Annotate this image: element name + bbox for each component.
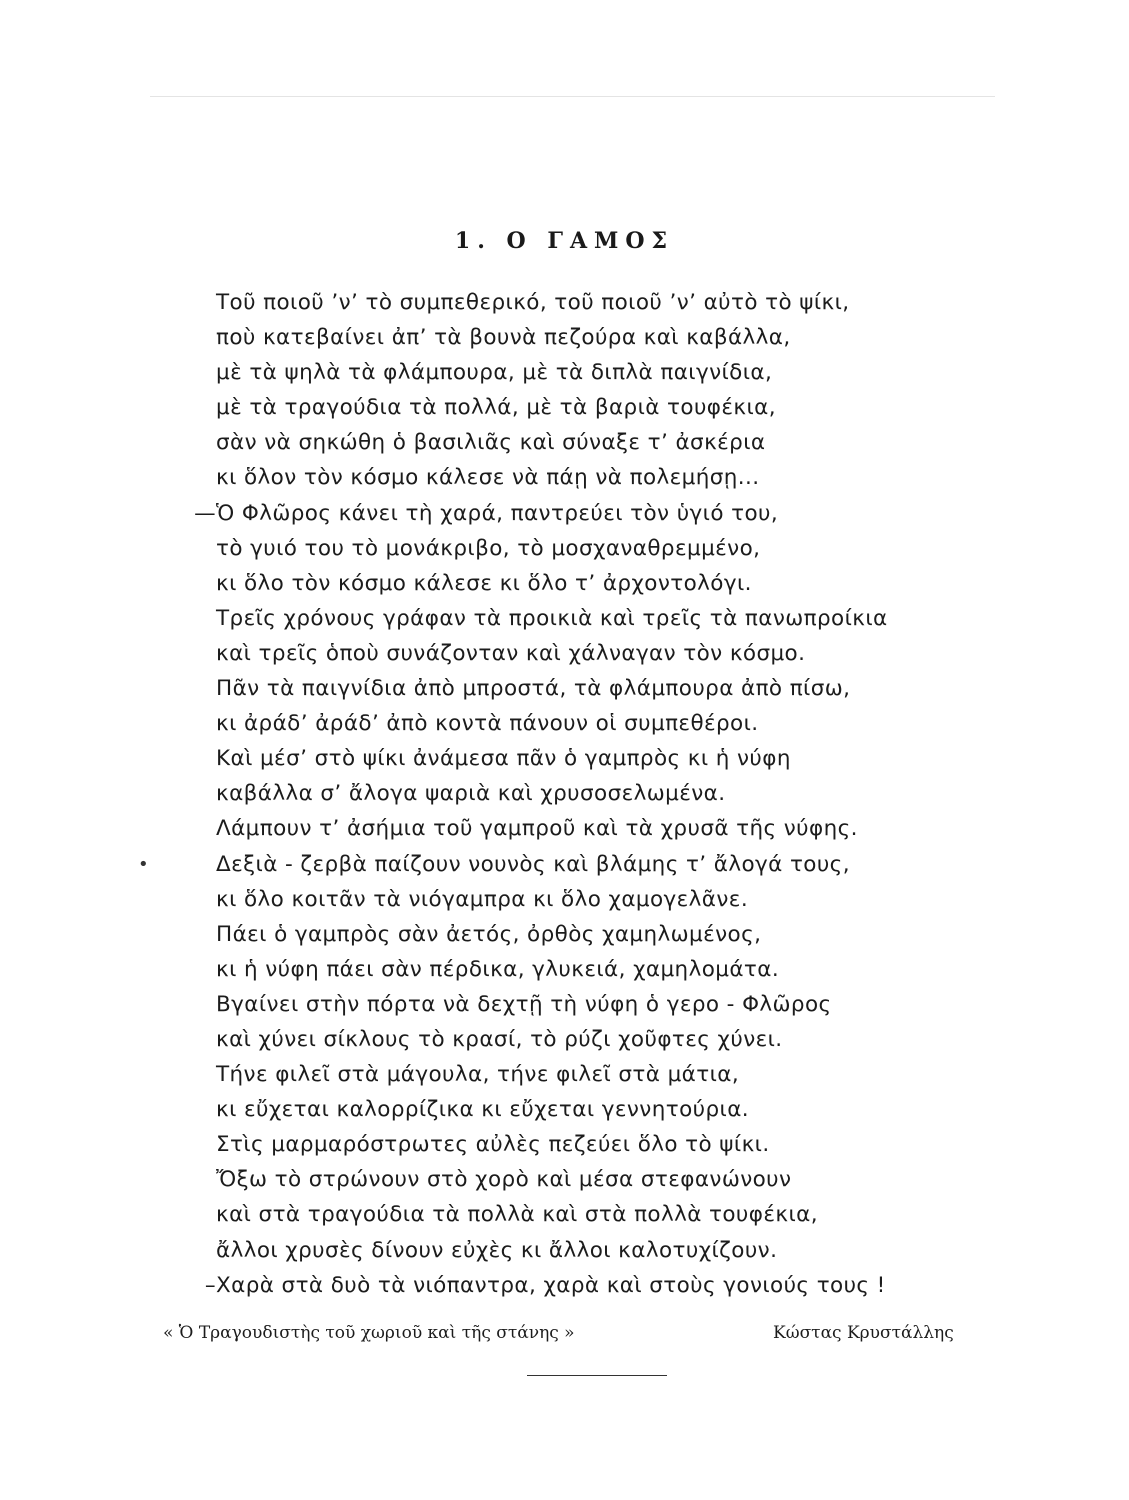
poem-line: Τήνε φιλεῖ στὰ μάγουλα, τήνε φιλεῖ στὰ μάτια, <box>216 1062 740 1088</box>
poem-line: κι ἡ νύφη πάει σὰν πέρδικα, γλυκειά, χαμηλομάτα. <box>216 956 780 982</box>
poem-body <box>0 285 1000 1303</box>
attribution <box>0 1323 1129 1353</box>
poem-line: κι ὅλο τὸν κόσμο κάλεσε κι ὅλο τ’ ἀρχοντολόγι. <box>216 570 752 596</box>
end-rule <box>527 1375 667 1376</box>
poem-line: Πάει ὁ γαμπρὸς σὰν ἀετός, ὀρθὸς χαμηλωμένος, <box>216 921 762 947</box>
poem-line: ἄλλοι χρυσὲς δίνουν εὐχὲς κι ἄλλοι καλοτυχίζουν. <box>216 1237 778 1263</box>
poem-line: σὰν νὰ σηκώθη ὁ βασιλιᾶς καὶ σύναξε τ’ ἀσκέρια <box>216 430 766 456</box>
poem-line: Στὶς μαρμαρόστρωτες αὐλὲς πεζεύει ὅλο τὸ ψίκι. <box>216 1132 770 1158</box>
poem-line: μὲ τὰ τραγούδια τὰ πολλά, μὲ τὰ βαριὰ τουφέκια, <box>216 395 776 421</box>
poem-title: 1. Ο ΓΑΜΟΣ <box>454 228 675 254</box>
poem-line: Καὶ μέσ’ στὸ ψίκι ἀνάμεσα πᾶν ὁ γαμπρὸς κι ἡ νύφη <box>216 746 791 772</box>
poem-line: – Χαρὰ στὰ δυὸ τὰ νιόπαντρα, χαρὰ καὶ στοὺς γονιούς τους ! <box>0 1268 1000 1303</box>
poem-line: — Ὁ Φλῶρος κάνει τὴ χαρά, παντρεύει τὸν ὑγιό του, <box>0 496 1000 531</box>
poem-line: κι ἀράδ’ ἀράδ’ ἀπὸ κοντὰ πάνουν οἱ συμπεθέροι. <box>216 711 759 737</box>
poem-line: καὶ στὰ τραγούδια τὰ πολλὰ καὶ στὰ πολλὰ τουφέκια, <box>216 1202 818 1228</box>
poem-line: Βγαίνει στὴν πόρτα νὰ δεχτῇ τὴ νύφη ὁ γερο - Φλῶρος <box>216 991 832 1017</box>
poem-line: καὶ τρεῖς ὁποὺ συνάζονταν καὶ χάλναγαν τὸν κόσμο. <box>216 640 806 666</box>
header-rule <box>150 96 995 97</box>
poem-line: Πᾶν τὰ παιγνίδια ἀπὸ μπροστά, τὰ φλάμπουρα ἀπὸ πίσω, <box>216 676 851 702</box>
margin-dot: • <box>138 853 150 875</box>
dialogue-dash: — <box>194 500 216 526</box>
poem-line: Τοῦ ποιοῦ ’ν’ τὸ συμπεθερικό, τοῦ ποιοῦ ’ν’ αὐτὸ τὸ ψίκι, <box>216 290 850 315</box>
poem-line: τὸ γυιό του τὸ μονάκριβο, τὸ μοσχαναθρεμμένο, <box>216 535 761 561</box>
source-citation: « Ὁ Τραγουδιστὴς τοῦ χωριοῦ καὶ τῆς στάνης » <box>163 1323 575 1343</box>
poem-line: Τρεῖς χρόνους γράφαν τὰ προικιὰ καὶ τρεῖς τὰ πανωπροίκια <box>216 605 888 631</box>
poem-line: Ὄξω τὸ στρώνουν στὸ χορὸ καὶ μέσα στεφανώνουν <box>216 1167 792 1193</box>
poem-line: Λάμπουν τ’ ἀσήμια τοῦ γαμπροῦ καὶ τὰ χρυσᾶ τῆς νύφης. <box>216 816 858 842</box>
author-name: Κώστας Κρυστάλλης <box>773 1323 954 1343</box>
poem-line: κι εὔχεται καλορρίζικα κι εὔχεται γεννητούρια. <box>216 1097 750 1123</box>
poem-line: κι ὅλον τὸν κόσμο κάλεσε νὰ πάῃ νὰ πολεμήσῃ... <box>216 465 760 491</box>
poem-line: κι ὅλο κοιτᾶν τὰ νιόγαμπρα κι ὅλο χαμογελᾶνε. <box>216 886 749 912</box>
poem-line: καβάλλα σ’ ἄλογα ψαριὰ καὶ χρυσοσελωμένα. <box>216 781 726 807</box>
dialogue-dash: – <box>204 1272 216 1298</box>
poem-line: ποὺ κατεβαίνει ἀπ’ τὰ βουνὰ πεζούρα καὶ καβάλλα, <box>216 325 791 351</box>
poem-line: μὲ τὰ ψηλὰ τὰ φλάμπουρα, μὲ τὰ διπλὰ παιγνίδια, <box>216 360 773 386</box>
poem-line: • Δεξιὰ - ζερβὰ παίζουν νουνὸς καὶ βλάμης τ’ ἄλογά τους, <box>0 847 1000 882</box>
poem-line: καὶ χύνει σίκλους τὸ κρασί, τὸ ρύζι χοῦφτες χύνει. <box>216 1026 783 1052</box>
